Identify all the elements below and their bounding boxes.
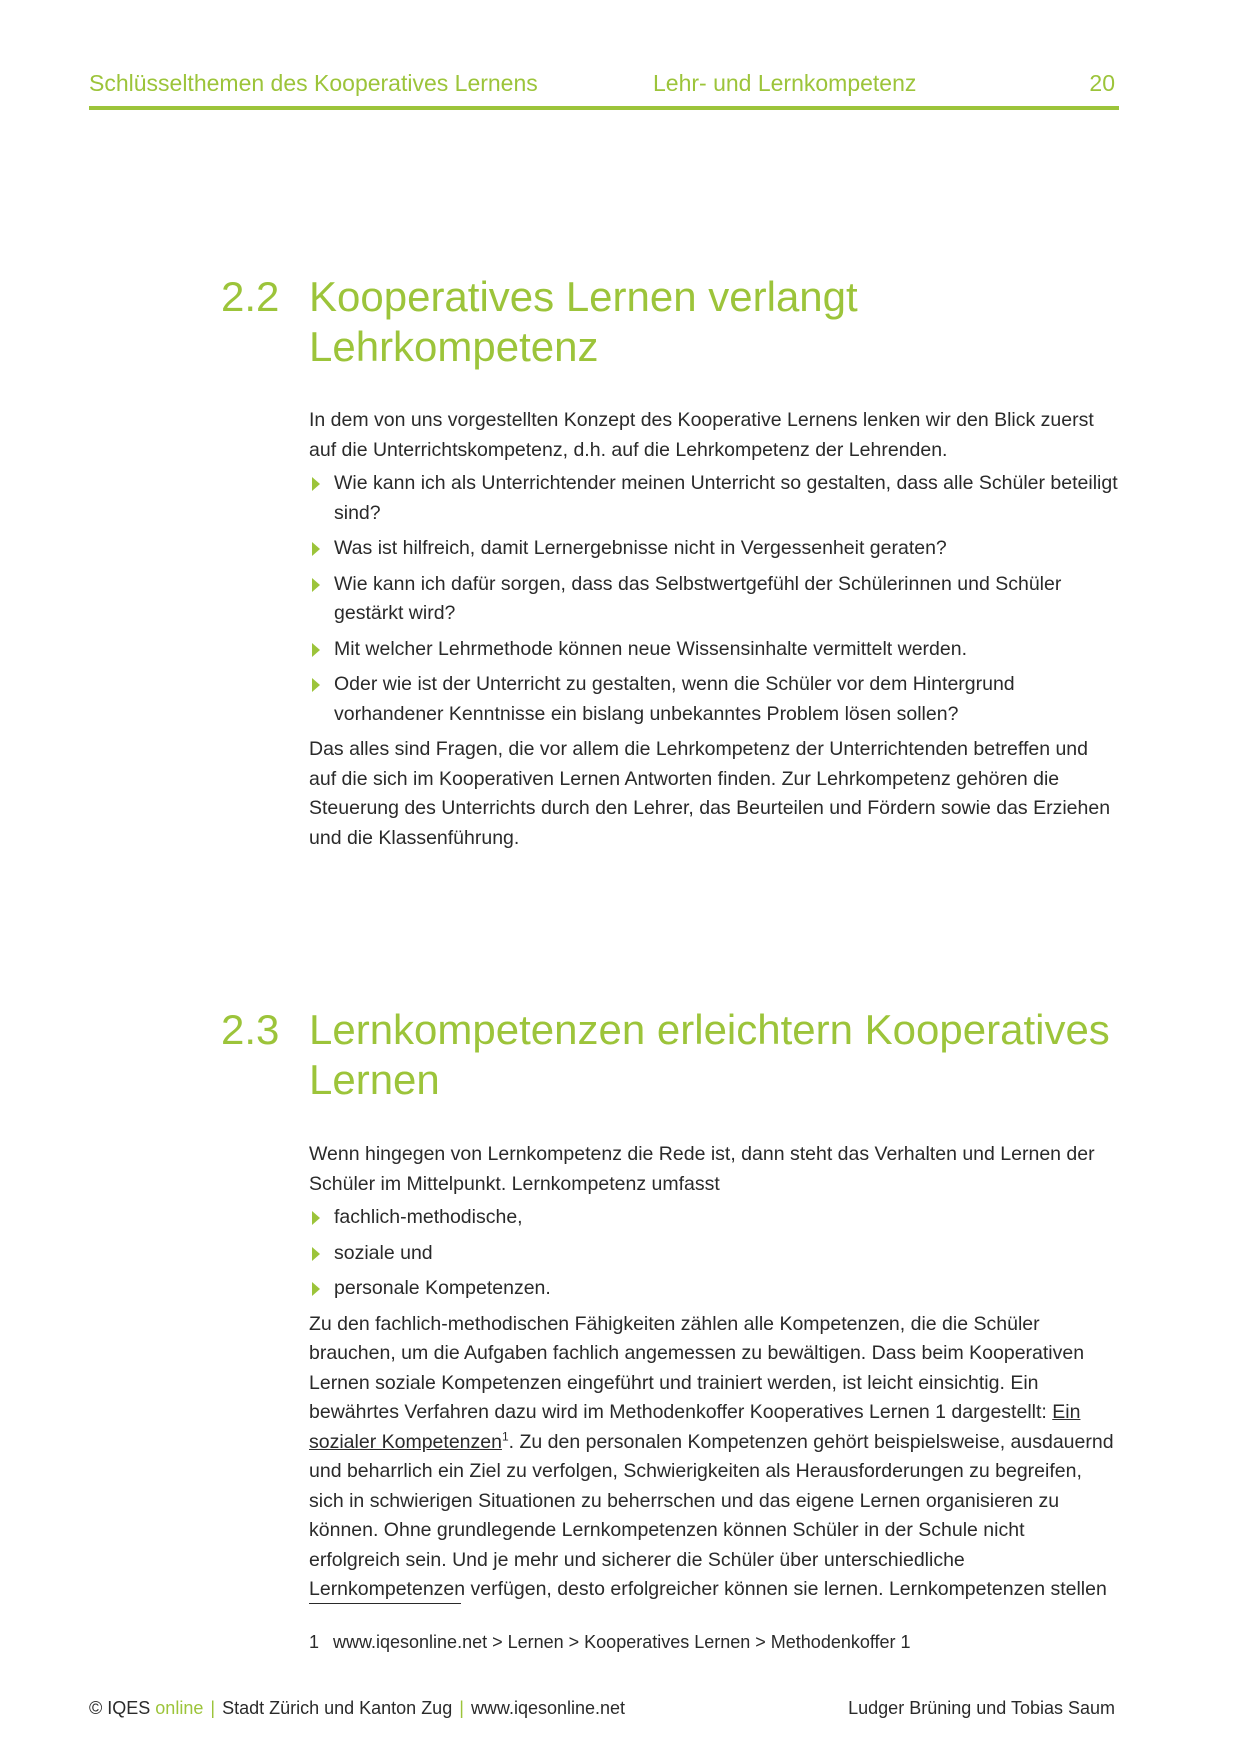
- footer-separator: |: [459, 1698, 464, 1718]
- bullet-arrow-icon: [312, 578, 320, 592]
- bullet-arrow-icon: [312, 1282, 320, 1296]
- competence-list: [309, 1203, 1119, 1304]
- bullet-arrow-icon: [312, 477, 320, 491]
- header-section-title: Lehr- und Lernkompetenz: [653, 70, 917, 96]
- footnote: [309, 1632, 911, 1653]
- intro-paragraph: In dem von uns vorgestellten Konzept des Kooperative Lernens lenken wir den Blick zuerst auf die Unterrichtskompetenz, d.h. auf die Lehrkompetenz der Lehrenden.: [309, 409, 1094, 461]
- footnote-text: www.iqesonline.net > Lernen > Kooperatives Lernen > Methodenkoffer 1: [333, 1632, 911, 1652]
- bullet-arrow-icon: [312, 678, 320, 692]
- intro-paragraph: Wenn hingegen von Lernkompetenz die Rede ist, dann steht das Verhalten und Lernen der Schüler im Mittelpunkt. Lernkompetenz umfasst: [309, 1143, 1095, 1195]
- section-number: 2.2: [221, 273, 280, 320]
- list-item: Oder wie ist der Unterricht zu gestalten, wenn die Schüler vor dem Hintergrund vorhandener Kenntnisse ein bislang unbekanntes Problem lösen sollen?: [309, 670, 1119, 729]
- section-number: 2.3: [221, 1006, 280, 1053]
- header-chapter-title: Schlüsselthemen des Kooperatives Lernens: [89, 70, 538, 96]
- footer-publisher: © IQES online | Stadt Zürich und Kanton Zug | www.iqesonline.net: [89, 1698, 626, 1718]
- list-item: personale Kompetenzen.: [309, 1274, 1119, 1304]
- closing-paragraph: Zu den fachlich-methodischen Fähigkeiten zählen alle Kompetenzen, die die Schüler brauchen, um die Aufgaben fachlich angemessen zu bewältigen. Dass beim Kooperativen Lernen soziale Kompetenzen eingeführt und trainiert werden, ist leicht einsichtig. Ein bewährtes Verfahren dazu wird im Methodenkoffer Kooperatives Lernen 1 dargestellt: Ein sozialer Kompetenzen$^1$. Zu den personalen Kompetenzen gehört beispielsweise, ausdauernd und beharrlich ein Ziel zu verfolgen, Schwierigkeiten als Herausforderungen zu begreifen, sich in schwierigen Situationen zu beherrschen und das eigene Lernen organisieren zu können. Ohne grundlegende Lernkompetenzen können Schüler in der Schule nicht erfolgreich sein. Und je mehr und sicherer die Schüler über unterschiedliche Lernkompetenzen verfügen, desto erfolgreicher können sie lernen. Lernkompetenzen stellen: [309, 1312, 1114, 1600]
- footnote-reference[interactable]: 1: [501, 1429, 509, 1443]
- footer-organisation: Stadt Zürich und Kanton Zug: [222, 1698, 453, 1718]
- section-title: Kooperatives Lernen verlangt Lehrkompetenz: [309, 273, 858, 370]
- section-2-3-body: [309, 1140, 1119, 1605]
- bullet-arrow-icon: [312, 1211, 320, 1225]
- footnote-divider: [309, 1603, 461, 1604]
- footer-url[interactable]: www.iqesonline.net: [470, 1698, 626, 1718]
- closing-paragraph: Das alles sind Fragen, die vor allem die Lehrkompetenz der Unterrichtenden betreffen und auf die sich im Kooperativen Lernen Antworten finden. Zur Lehrkompetenz gehören die Steuerung des Unterrichts durch den Lehrer, das Beurteilen und Fördern sowie das Erziehen und die Klassenführung.: [309, 738, 1111, 849]
- footer-online-label: online: [155, 1698, 204, 1718]
- section-title: Lernkompetenzen erleichtern Kooperatives Lernen: [309, 1006, 1110, 1103]
- list-item: soziale und: [309, 1239, 1119, 1269]
- bullet-arrow-icon: [312, 542, 320, 556]
- list-item: fachlich-methodische,: [309, 1203, 1119, 1233]
- bullet-arrow-icon: [312, 643, 320, 657]
- list-item: Wie kann ich als Unterrichtender meinen Unterricht so gestalten, dass alle Schüler beteiligt sind?: [309, 469, 1119, 528]
- footer-authors: Ludger Brüning und Tobias Saum: [848, 1698, 1115, 1718]
- methodenkoffer-link[interactable]: Ein sozialer Kompetenzen: [309, 1401, 1081, 1453]
- footnote-number: 1: [309, 1632, 320, 1652]
- footer-separator: |: [210, 1698, 216, 1718]
- list-item: Mit welcher Lehrmethode können neue Wissensinhalte vermittelt werden.: [309, 635, 1119, 665]
- bullet-arrow-icon: [312, 1247, 320, 1261]
- page-number: 20: [1089, 70, 1115, 96]
- list-item: Wie kann ich dafür sorgen, dass das Selbstwertgefühl der Schülerinnen und Schüler gestärkt wird?: [309, 570, 1119, 629]
- section-2-2-body: [309, 406, 1119, 853]
- question-list: [309, 469, 1119, 729]
- list-item: Was ist hilfreich, damit Lernergebnisse nicht in Vergessenheit geraten?: [309, 534, 1119, 564]
- page-header: [89, 66, 1119, 110]
